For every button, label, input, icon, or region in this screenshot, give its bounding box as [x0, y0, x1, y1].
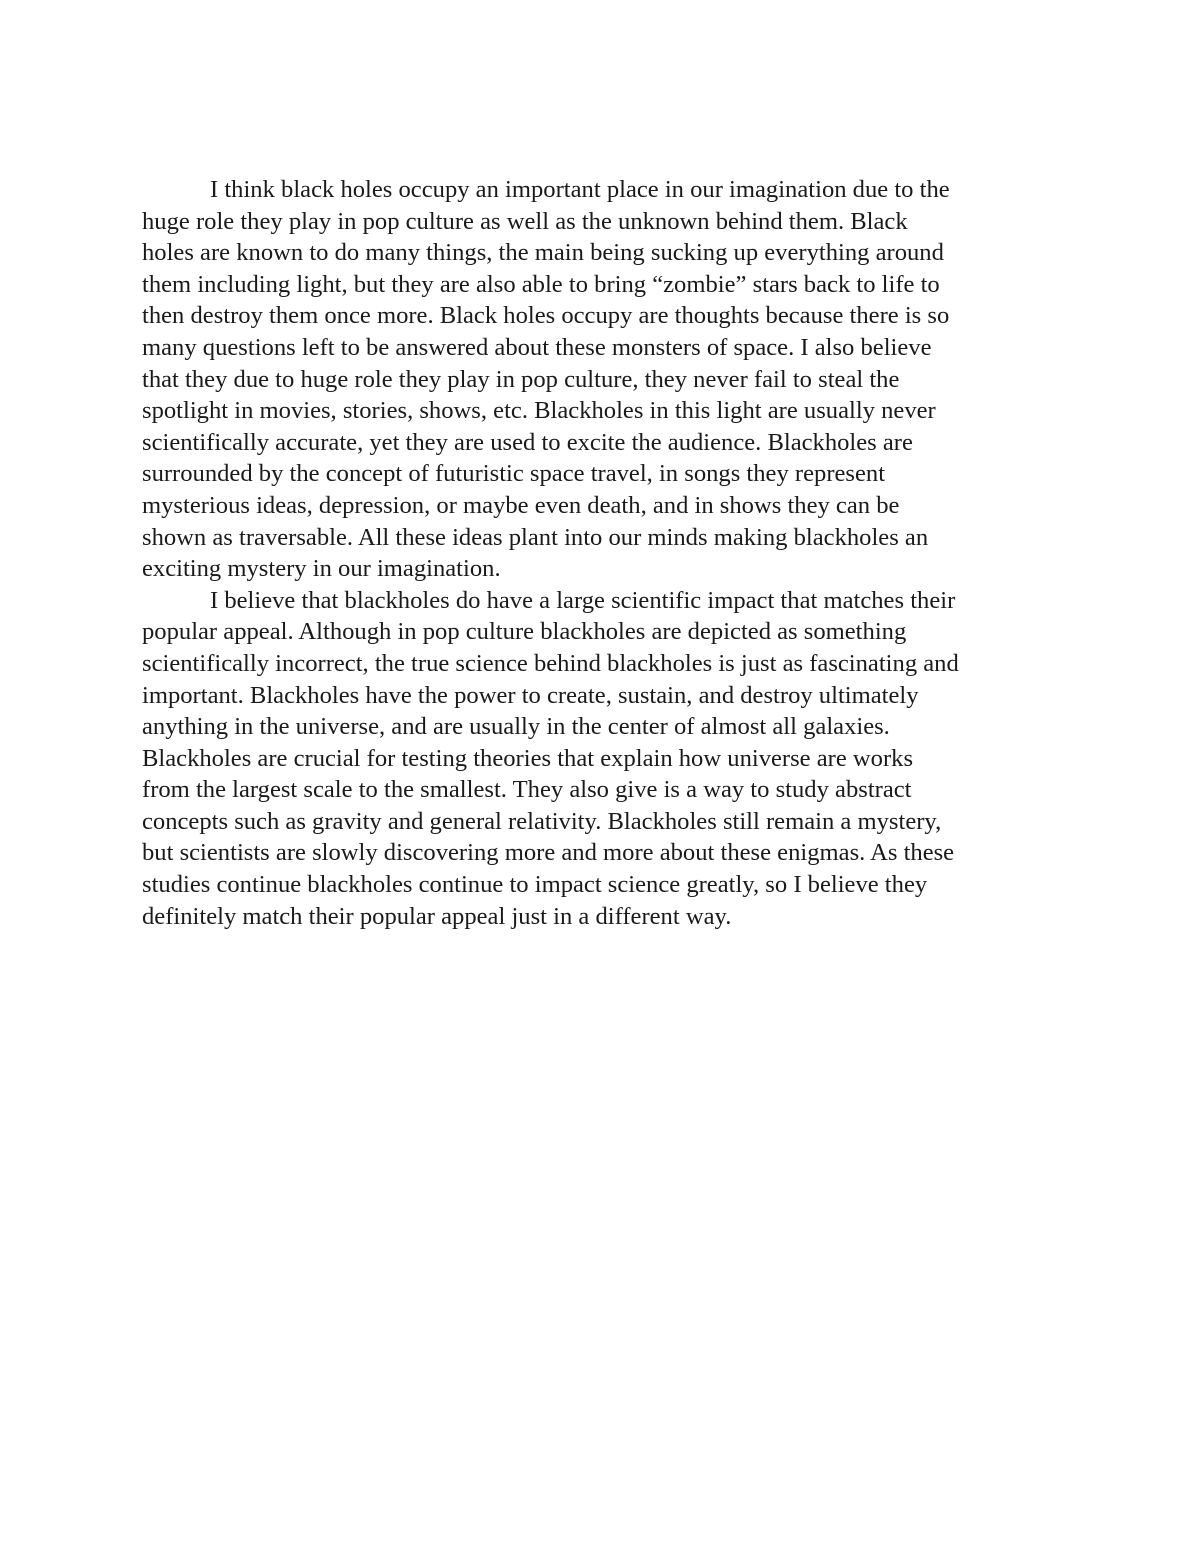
paragraph-line: exciting mystery in our imagination. — [142, 555, 501, 583]
paragraph-line: many questions left to be answered about these monsters of space. I also believe — [142, 333, 932, 361]
paragraph-line: huge role they play in pop culture as well as the unknown behind them. Black — [142, 207, 908, 235]
paragraph-line: but scientists are slowly discovering more and more about these enigmas. As these — [142, 839, 955, 867]
paragraph-line: concepts such as gravity and general relativity. Blackholes still remain a mystery, — [142, 807, 942, 835]
paragraph-line: Blackholes are crucial for testing theories that explain how universe are works — [142, 744, 914, 772]
paragraph-line: mysterious ideas, depression, or maybe even death, and in shows they can be — [142, 491, 900, 519]
paragraph-line: that they due to huge role they play in pop culture, they never fail to steal the — [142, 365, 900, 393]
paragraph-line: then destroy them once more. Black holes occupy are thoughts because there is so — [142, 302, 950, 330]
paragraph-line: studies continue blackholes continue to impact science greatly, so I believe they — [142, 871, 928, 899]
paragraph-line: scientifically incorrect, the true science behind blackholes is just as fascinating and — [142, 649, 959, 677]
paragraph-line: holes are known to do many things, the main being sucking up everything around — [142, 239, 944, 267]
paragraph-line: anything in the universe, and are usually in the center of almost all galaxies. — [142, 713, 890, 741]
paragraph-line: important. Blackholes have the power to create, sustain, and destroy ultimately — [142, 681, 919, 709]
paragraph-line: surrounded by the concept of futuristic space travel, in songs they represent — [142, 460, 886, 488]
paragraph-line: shown as traversable. All these ideas plant into our minds making blackholes an — [142, 523, 929, 551]
paragraph-line: definitely match their popular appeal just in a different way. — [142, 902, 732, 930]
paragraph-line: popular appeal. Although in pop culture blackholes are depicted as something — [142, 618, 907, 646]
document-body — [142, 174, 1062, 932]
paragraph-2 — [142, 585, 1062, 933]
paragraph-line: scientifically accurate, yet they are used to excite the audience. Blackholes are — [142, 428, 913, 456]
paragraph-1 — [142, 174, 1062, 585]
paragraph-line: from the largest scale to the smallest. They also give is a way to study abstract — [142, 776, 912, 804]
paragraph-line: them including light, but they are also able to bring “zombie” stars back to life to — [142, 270, 940, 298]
paragraph-line: I think black holes occupy an important place in our imagination due to the — [210, 176, 950, 203]
paragraph-line: I believe that blackholes do have a large scientific impact that matches their — [210, 586, 956, 614]
paragraph-line: spotlight in movies, stories, shows, etc. Blackholes in this light are usually never — [142, 397, 936, 425]
